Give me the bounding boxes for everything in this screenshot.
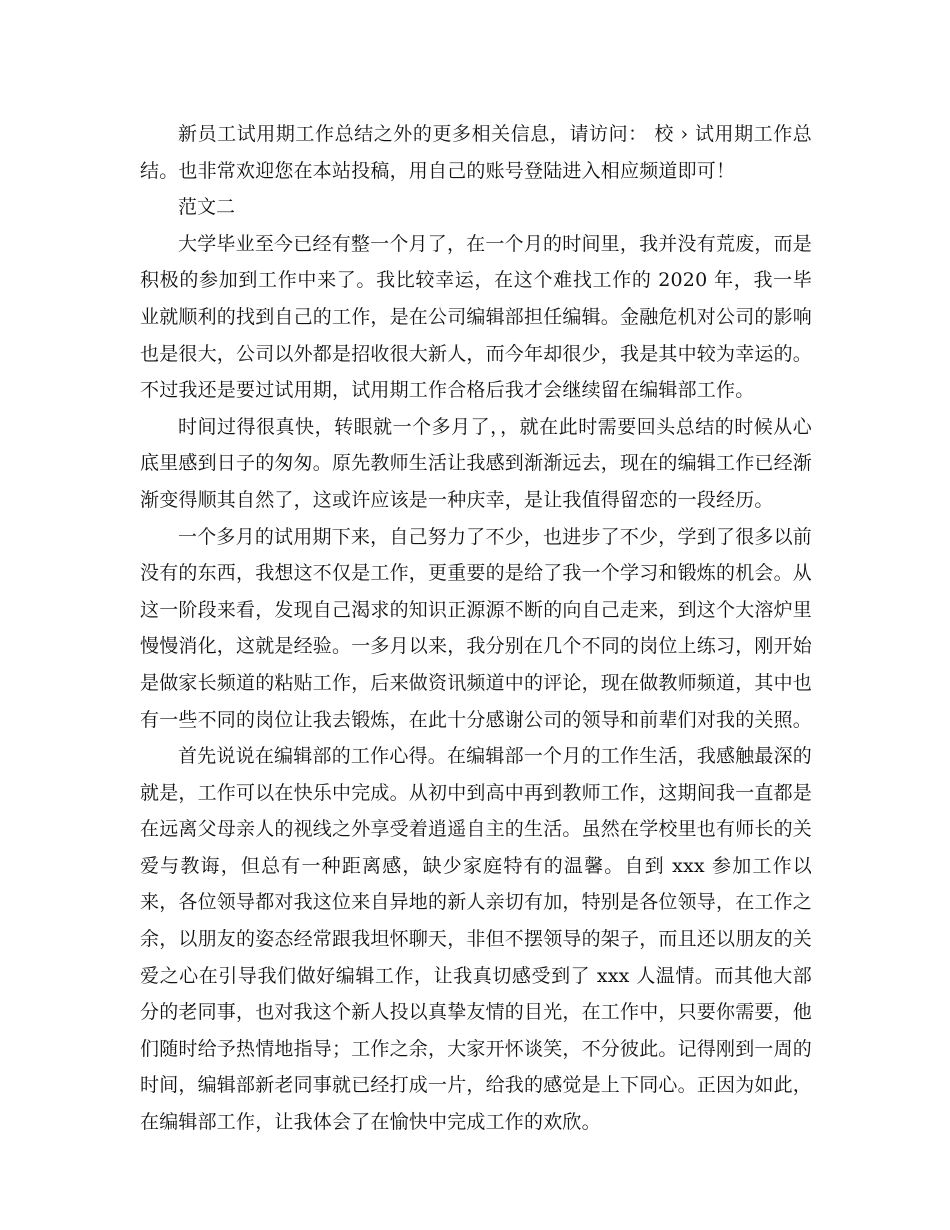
section-heading: 范文二 <box>178 196 236 219</box>
intro-paragraph: 新员工试用期工作总结之外的更多相关信息，请访问： 校 › 试用期工作总结。也非常欢迎您在本站投稿，用自己的账号登陆进入相应频道即可！ <box>140 123 812 182</box>
body-paragraph-4: 首先说说在编辑部的工作心得。在编辑部一个月的工作生活，我感触最深的就是，工作可以在快乐中完成。从初中到高中再到教师工作，这期间我一直都是在远离父母亲人的视线之外享受着逍遥自主的生活。虽然在学校里也有师长的关爱与教诲，但总有一种距离感，缺少家庭特有的温馨。自到 xxx 参加工作以来，各位领导都对我这位来自异地的新人亲切有加，特别是各位领导，在工作之余，以朋友的姿态经常跟我坦怀聊天，非但不摆领导的架子，而且还以朋友的关爱之心在引导我们做好编辑工作，让我真切感受到了 xxx 人温情。而其他大部分的老同事，也对我这个新人投以真挚友情的目光，在工作中，只要你需要，他们随时给予热情地指导；工作之余，大家开怀谈笑，不分彼此。记得刚到一周的时间，编辑部新老同事就已经打成一片，给我的感觉是上下同心。正因为如此，在编辑部工作，让我体会了在愉快中完成工作的欢欣。 <box>140 745 813 1134</box>
body-paragraph-2: 时间过得很真快，转眼就一个多月了，，就在此时需要回头总结的时候从心底里感到日子的匆匆。原先教师生活让我感到渐渐远去，现在的编辑工作已经渐渐变得顺其自然了，这或许应该是一种庆幸，是让我值得留恋的一段经历。 <box>140 415 813 511</box>
body-paragraph-1: 大学毕业至今已经有整一个月了，在一个月的时间里，我并没有荒废，而是积极的参加到工作中来了。我比较幸运，在这个难找工作的 2020 年，我一毕业就顺利的找到自己的工作，是在公司编辑部担任编辑。金融危机对公司的影响也是很大，公司以外都是招收很大新人，而今年却很少，我是其中较为幸运的。不过我还是要过试用期，试用期工作合格后我才会继续留在编辑部工作。 <box>140 232 813 402</box>
body-paragraph-3: 一个多月的试用期下来，自己努力了不少，也进步了不少，学到了很多以前没有的东西，我想这不仅是工作，更重要的是给了我一个学习和锻炼的机会。从这一阶段来看，发现自己渴求的知识正源源不断的向自己走来，到这个大溶炉里慢慢消化，这就是经验。一多月以来，我分别在几个不同的岗位上练习，刚开始是做家长频道的粘贴工作，后来做资讯频道中的评论，现在做教师频道，其中也有一些不同的岗位让我去锻炼，在此十分感谢公司的领导和前辈们对我的关照。 <box>140 525 813 731</box>
document-body <box>140 116 812 1141</box>
